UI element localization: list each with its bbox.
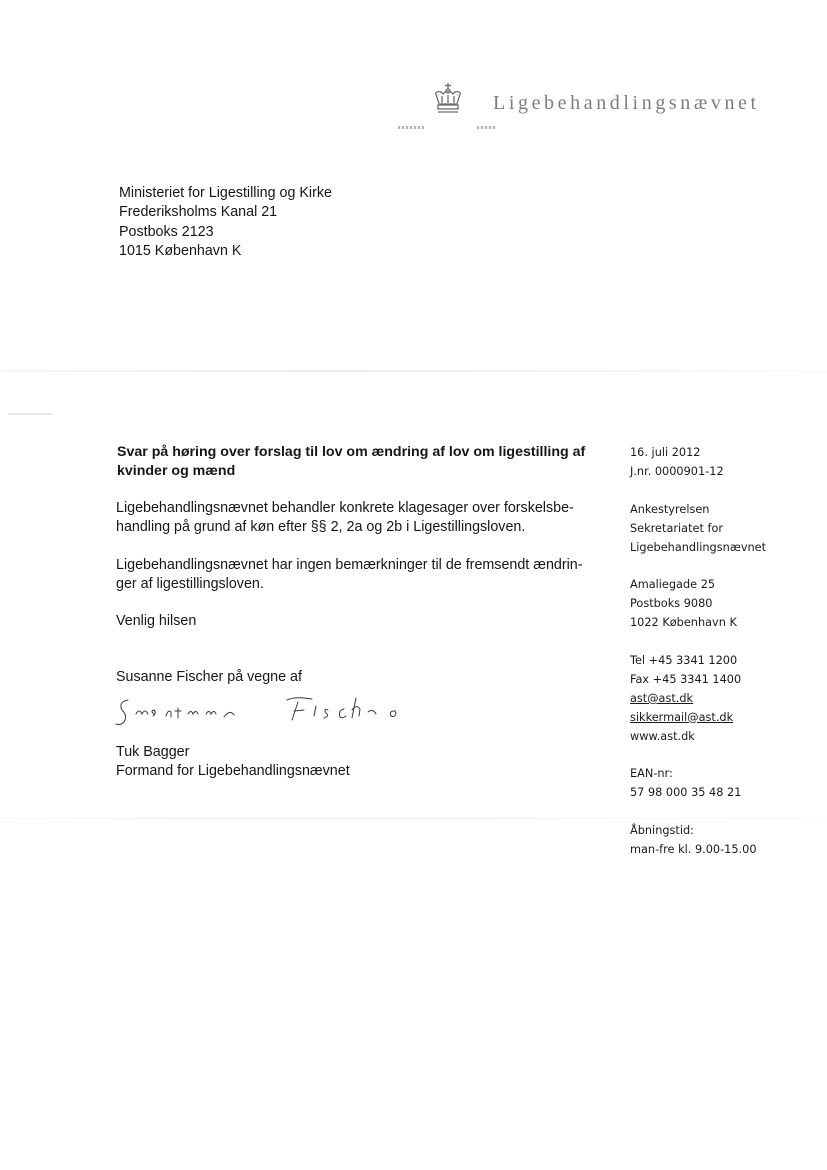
ean-value: 57 98 000 35 48 21 bbox=[630, 786, 742, 800]
paragraph-line: handling på grund af køn efter §§ 2, 2a og 2b i Ligestillingsloven. bbox=[116, 519, 526, 536]
opening-hours-label: Åbningstid: bbox=[630, 824, 694, 838]
scan-artifact bbox=[0, 370, 827, 372]
paragraph-1 bbox=[116, 499, 574, 538]
secure-email-link[interactable]: sikkermail@ast.dk bbox=[630, 710, 734, 724]
recipient-line: Frederiksholms Kanal 21 bbox=[119, 204, 278, 221]
paragraph-line: Ligebehandlingsnævnet behandler konkrete klagesager over forskelsbe- bbox=[116, 500, 574, 516]
recipient-line: 1015 København K bbox=[119, 242, 242, 259]
paragraph-2 bbox=[116, 556, 583, 595]
letter-date: 16. juli 2012 bbox=[630, 446, 701, 459]
address-line: 1022 København K bbox=[630, 616, 737, 630]
opening-hours-value: man-fre kl. 9.00-15.00 bbox=[630, 842, 757, 856]
scan-artifact bbox=[398, 126, 424, 129]
signer-line: Susanne Fischer på vegne af bbox=[116, 669, 302, 685]
scan-artifact bbox=[477, 126, 496, 129]
sender-line: Ligebehandlingsnævnet bbox=[630, 540, 767, 554]
email-link[interactable]: ast@ast.dk bbox=[630, 691, 694, 705]
paragraph-line: Ligebehandlingsnævnet har ingen bemærkninger til de fremsendt ændrin- bbox=[116, 557, 583, 573]
fax: Fax +45 3341 1400 bbox=[630, 672, 742, 686]
recipient-line: Ministeriet for Ligestilling og Kirke bbox=[119, 185, 332, 201]
address-line: Postboks 9080 bbox=[630, 597, 713, 611]
scan-artifact bbox=[8, 413, 52, 415]
signatory-title: Formand for Ligebehandlingsnævnet bbox=[116, 763, 350, 779]
letter-subject: Svar på høring over forslag til lov om ændring af lov om ligestilling af kvinder og mænd bbox=[117, 444, 586, 479]
sender-line: Ankestyrelsen bbox=[630, 502, 710, 516]
crown-icon bbox=[430, 82, 466, 114]
sender-line: Sekretariatet for bbox=[630, 521, 724, 535]
sender-info-sidebar bbox=[630, 444, 766, 860]
website-link[interactable]: www.ast.dk bbox=[630, 729, 695, 743]
signatory-name: Tuk Bagger bbox=[116, 744, 190, 760]
recipient-address bbox=[119, 184, 332, 261]
paragraph-line: ger af ligestillingsloven. bbox=[116, 576, 264, 593]
address-line: Amaliegade 25 bbox=[630, 578, 716, 592]
ean-label: EAN-nr: bbox=[630, 767, 673, 781]
journal-number: J.nr. 0000901-12 bbox=[630, 464, 724, 478]
closing-greeting: Venlig hilsen bbox=[116, 613, 197, 629]
telephone: Tel +45 3341 1200 bbox=[630, 653, 738, 667]
organization-name: Ligebehandlingsnævnet bbox=[493, 92, 760, 114]
recipient-line: Postboks 2123 bbox=[119, 223, 214, 240]
handwritten-signature bbox=[112, 690, 412, 730]
